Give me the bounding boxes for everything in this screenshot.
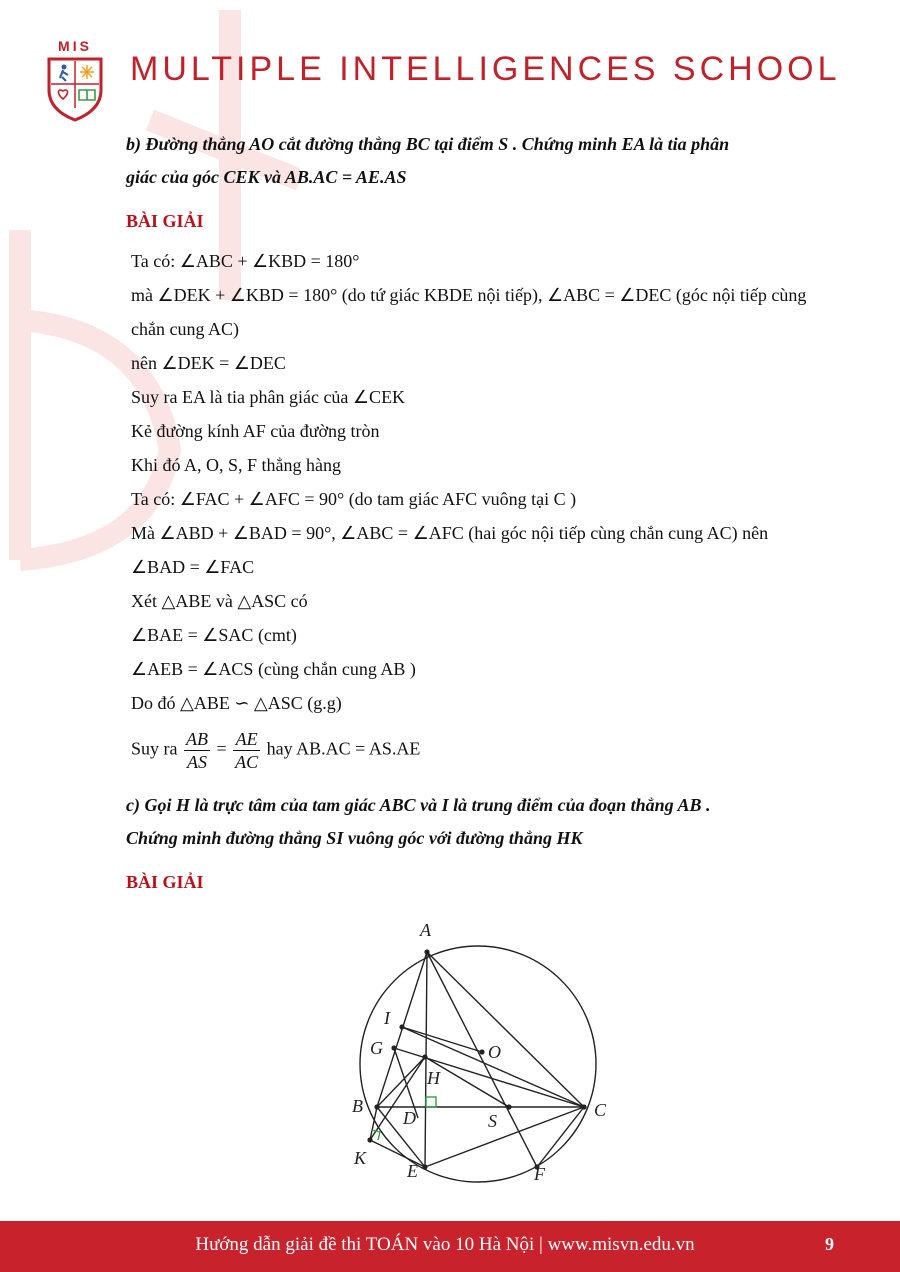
solution-line: Do đó △ABE ∽ △ASC (g.g)	[131, 693, 342, 713]
solution-line: Suy ra EA là tia phân giác của ∠CEK	[131, 387, 406, 407]
solution-line: Khi đó A, O, S, F thẳng hàng	[131, 455, 342, 475]
segment-io	[402, 1027, 482, 1052]
question-c-line-1: c) Gọi H là trực tâm của tam giác ABC và I là trung điểm của đoạn thẳng AB .	[126, 795, 711, 815]
label-d: D	[403, 1108, 416, 1128]
question-b	[126, 128, 816, 194]
label-g: G	[370, 1038, 383, 1058]
point-k	[367, 1137, 372, 1142]
solution-line: Xét △ABE và △ASC có	[131, 591, 308, 611]
label-b: B	[352, 1096, 363, 1116]
point-c	[581, 1104, 586, 1109]
page-footer	[0, 1221, 900, 1272]
question-b-line-2: giác của góc CEK và AB.AC = AE.AS	[126, 167, 407, 187]
fraction-ae-ac	[233, 728, 260, 773]
solution-line: Kẻ đường kính AF của đường tròn	[131, 421, 380, 441]
point-a	[424, 949, 429, 954]
label-f: F	[534, 1164, 545, 1184]
solution-line: mà ∠DEK + ∠KBD = 180° (do tứ giác KBDE nội tiếp), ∠ABC = ∠DEC (góc nội tiếp cùng chắn cung AC)	[131, 285, 807, 339]
fraction-denominator: AS	[187, 752, 207, 772]
solution-line: Ta có: ∠ABC + ∠KBD = 180°	[131, 251, 360, 271]
equals-sign: =	[216, 738, 227, 759]
segment-ic	[402, 1027, 584, 1107]
solution-line: ∠AEB = ∠ACS (cùng chắn cung AB )	[131, 659, 416, 679]
solution-b	[126, 244, 816, 773]
conclusion-prefix: Suy ra	[131, 738, 178, 759]
school-name: MULTIPLE INTELLIGENCES SCHOOL	[130, 50, 841, 88]
fraction-numerator: AE	[233, 728, 260, 751]
question-c	[126, 789, 816, 855]
label-k: K	[354, 1148, 367, 1168]
conclusion-suffix: hay AB.AC = AS.AE	[266, 738, 421, 759]
school-logo	[44, 38, 106, 124]
point-h	[422, 1054, 427, 1059]
fraction-ab-as	[184, 728, 210, 773]
page-number: 9	[825, 1234, 834, 1254]
label-i: I	[384, 1008, 390, 1028]
solution-line: Ta có: ∠FAC + ∠AFC = 90° (do tam giác AFC vuông tại C )	[131, 489, 577, 509]
fraction-denominator: AC	[235, 752, 259, 772]
segment-bh	[377, 1057, 425, 1107]
point-s	[506, 1104, 511, 1109]
footer-text: Hướng dẫn giải đề thi TOÁN vào 10 Hà Nội | www.misvn.edu.vn	[195, 1234, 695, 1255]
label-s: S	[488, 1111, 497, 1131]
point-e	[422, 1164, 427, 1169]
solution-line: ∠BAE = ∠SAC (cmt)	[131, 625, 297, 645]
point-g	[391, 1045, 396, 1050]
label-a: A	[420, 920, 431, 940]
label-c: C	[594, 1100, 607, 1120]
solution-line: Mà ∠ABD + ∠BAD = 90°, ∠ABC = ∠AFC (hai góc nội tiếp cùng chắn cung AC) nên	[131, 523, 769, 543]
fraction-numerator: AB	[186, 729, 208, 749]
solution-line: nên ∠DEK = ∠DEC	[131, 353, 286, 373]
shield-icon	[46, 56, 104, 122]
label-o: O	[488, 1042, 501, 1062]
solution-conclusion	[131, 728, 816, 773]
label-h: H	[427, 1068, 440, 1088]
point-o	[479, 1049, 484, 1054]
segment-hk	[370, 1057, 425, 1140]
segment-ac	[427, 952, 584, 1107]
label-e: E	[407, 1161, 418, 1181]
solution-heading-b: BÀI GIẢI	[126, 211, 204, 231]
point-b	[374, 1104, 379, 1109]
right-angle-mark-d	[426, 1097, 436, 1107]
logo-text: MIS	[58, 38, 92, 54]
solution-line: ∠BAD = ∠FAC	[131, 557, 255, 577]
geometry-figure	[330, 912, 630, 1192]
solution-heading-c: BÀI GIẢI	[126, 872, 204, 892]
question-c-line-2: Chứng minh đường thẳng SI vuông góc với đường thẳng HK	[126, 828, 583, 848]
point-i	[399, 1024, 404, 1029]
question-b-line-1: b) Đường thẳng AO cắt đường thẳng BC tại điểm S . Chứng minh EA là tia phân	[126, 134, 730, 154]
segment-af	[427, 952, 537, 1167]
page-content	[126, 128, 816, 905]
